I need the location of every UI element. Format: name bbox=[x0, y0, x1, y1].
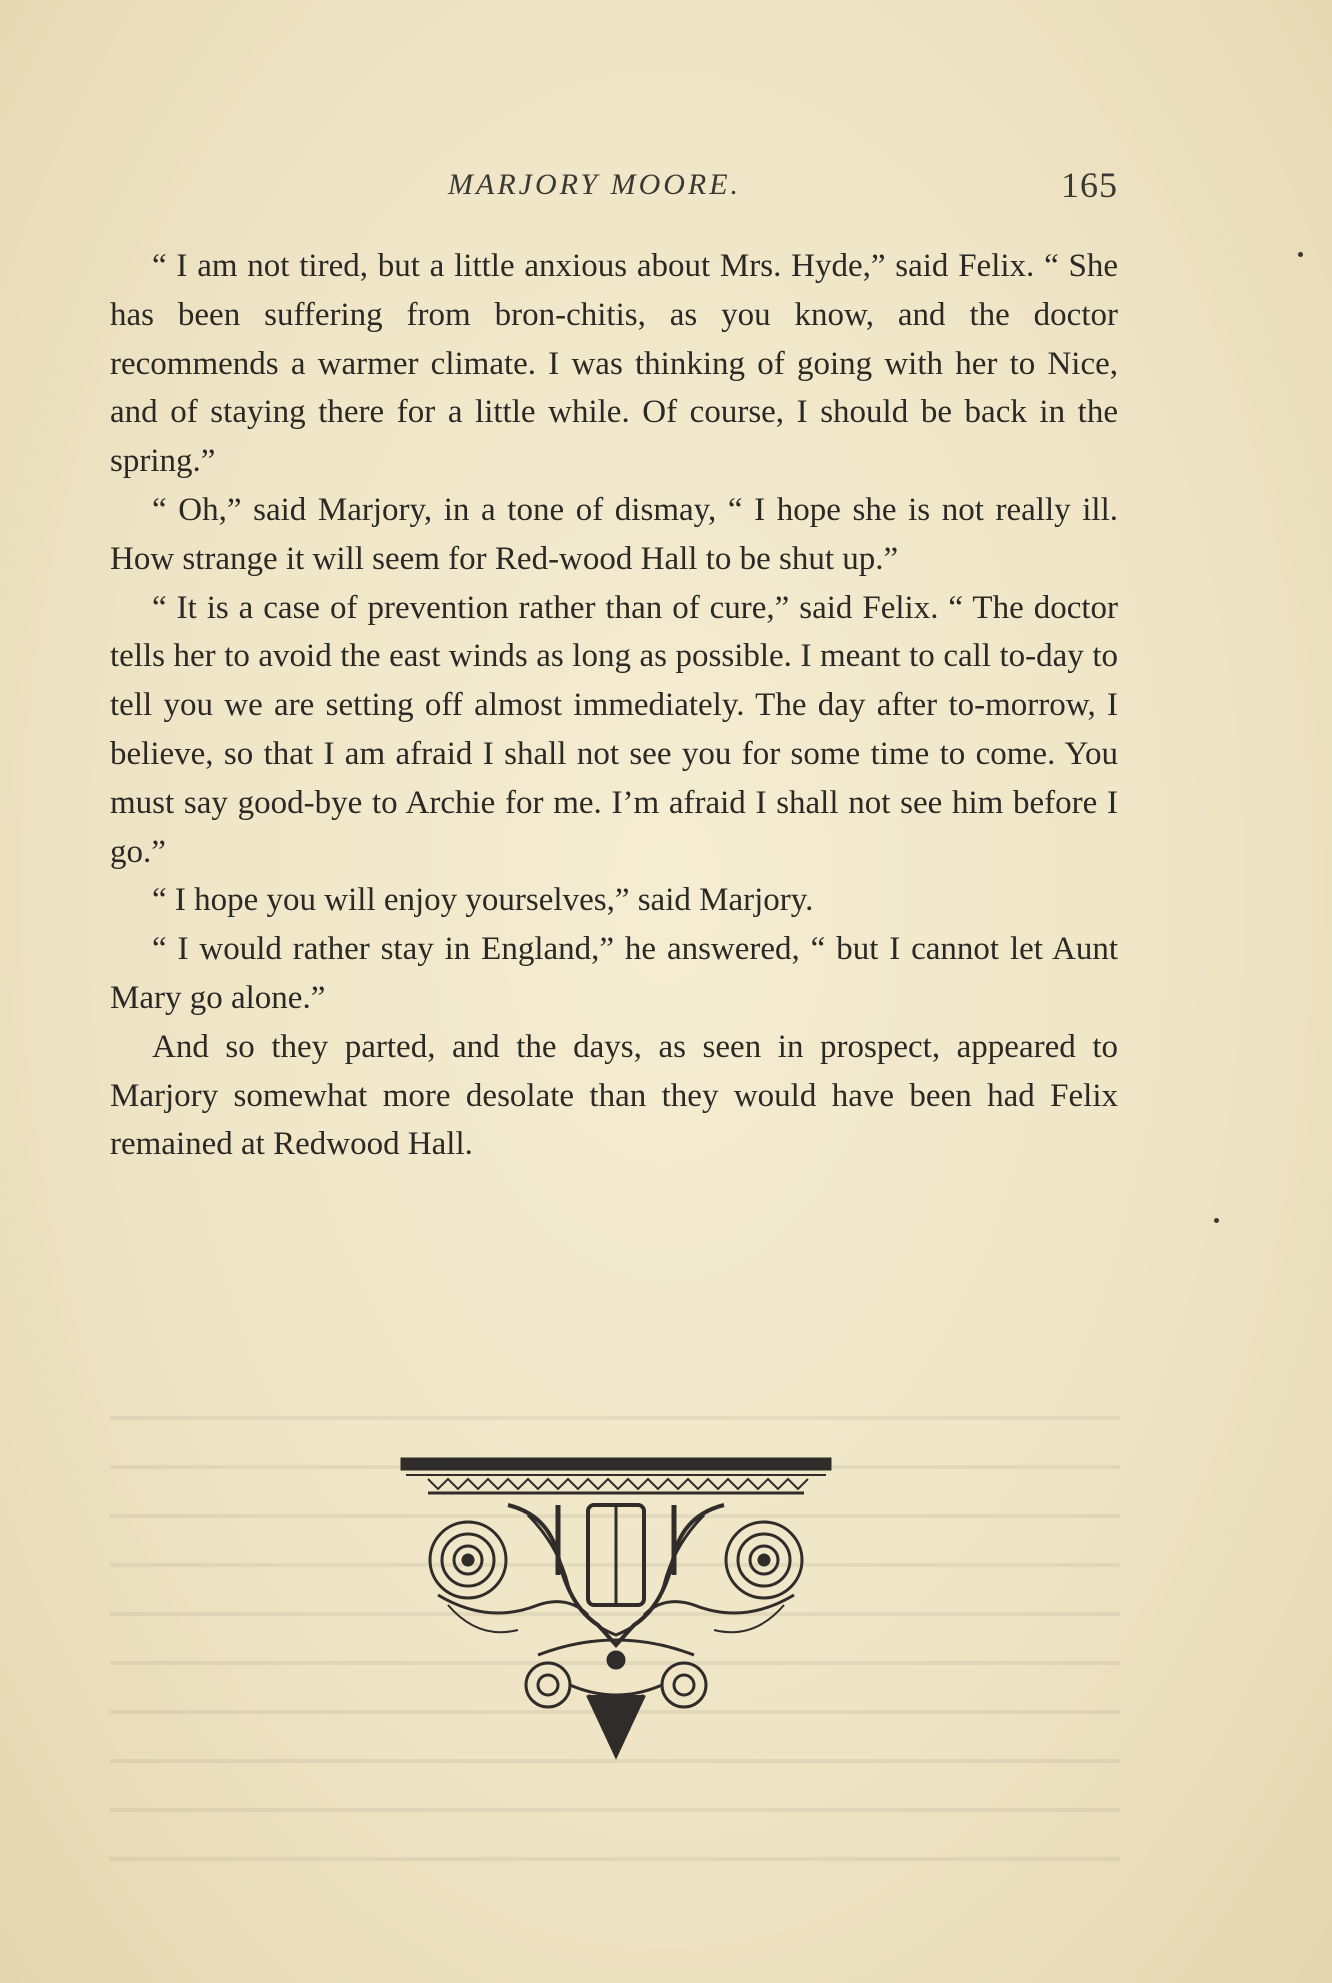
page-number: 165 bbox=[1061, 165, 1118, 205]
tailpiece-ornament-icon bbox=[398, 1455, 834, 1767]
paragraph: “ I would rather stay in England,” he answered, “ but I cannot let Aunt Mary go alone.” bbox=[110, 931, 1118, 1016]
ink-speck bbox=[1214, 1218, 1219, 1223]
body-text bbox=[110, 242, 1118, 1169]
paragraph: “ I am not tired, but a little anxious about Mrs. Hyde,” said Felix. “ She has been suffering from bron-chitis, as you know, and the doctor recommends a warmer climate. I was thinking of going with her to Nice, and of staying there for a little while. Of course, I should be back in the spring.” bbox=[110, 248, 1118, 480]
running-head bbox=[108, 160, 1118, 210]
running-title: MARJORY MOORE. bbox=[448, 168, 742, 201]
ink-speck bbox=[1298, 252, 1303, 257]
paragraph: “ I hope you will enjoy yourselves,” said Marjory. bbox=[152, 882, 814, 919]
paragraph: “ It is a case of prevention rather than of cure,” said Felix. “ The doctor tells her to avoid the east winds as long as possible. I meant to call to-day to tell you we are setting off almost immediately. The day after to-morrow, I believe, so that I am afraid I shall not see you for some time to come. You must say good-bye to Archie for me. I’m afraid I shall not see him before I go.” bbox=[110, 589, 1118, 870]
paragraph: “ Oh,” said Marjory, in a tone of dismay, “ I hope she is not really ill. How strange it will seem for Red-wood Hall to be shut up.” bbox=[110, 491, 1118, 577]
paragraph: And so they parted, and the days, as seen in prospect, appeared to Marjory somewhat more desolate than they would have been had Felix remained at Redwood Hall. bbox=[110, 1028, 1118, 1163]
